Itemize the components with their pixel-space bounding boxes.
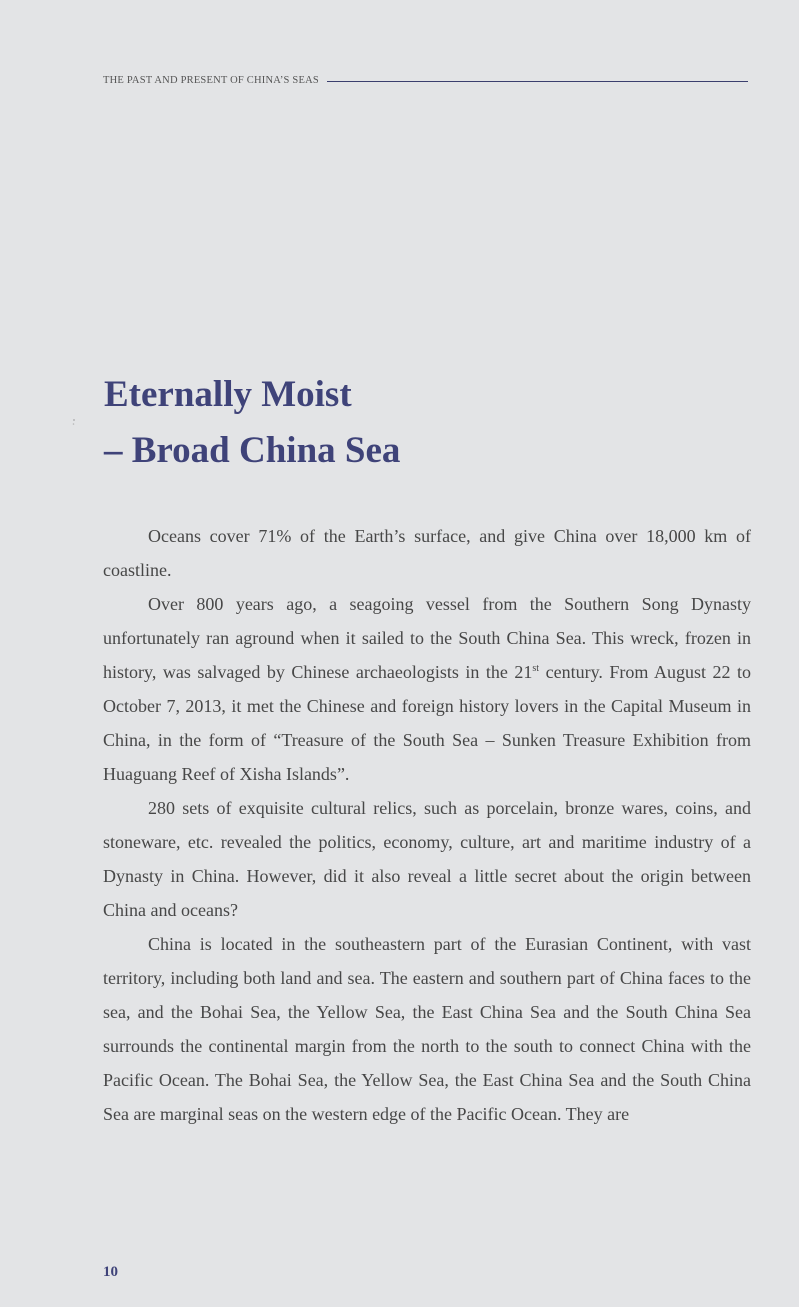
stray-mark-dots xyxy=(72,418,76,428)
body-text xyxy=(103,519,751,1131)
page-number: 10 xyxy=(103,1264,118,1280)
ordinal-superscript: st xyxy=(532,663,540,674)
paragraph-1: Oceans cover 71% of the Earth’s surface, and give China over 18,000 km of coastline. xyxy=(103,526,751,580)
chapter-title-line-2: – Broad China Sea xyxy=(104,430,401,471)
paragraph-2 xyxy=(103,587,751,791)
paragraph-2-text-a: Over 800 years ago, a seagoing vessel from the Southern Song Dynasty unfortunately ran aground when it sailed to the South China Sea. This wreck, frozen in history, was salvaged by Chinese archaeologists in the 21 xyxy=(103,594,751,682)
running-head xyxy=(103,72,748,88)
paragraph-2-text-b: century. From August 22 to October 7, 2013, it met the Chinese and foreign history lovers in the Capital Museum in China, in the form of “Treasure of the South Sea – Sunken Treasure Exhibition from Huaguang Reef of Xisha Islands”. xyxy=(103,662,751,784)
paragraph-3: 280 sets of exquisite cultural relics, such as porcelain, bronze wares, coins, and stoneware, etc. revealed the politics, economy, culture, art and maritime industry of a Dynasty in China. However, did it also reveal a little secret about the origin between China and oceans? xyxy=(103,798,751,920)
chapter-title xyxy=(104,367,400,479)
chapter-title-line-1: Eternally Moist xyxy=(104,374,352,415)
paragraph-4: China is located in the southeastern part of the Eurasian Continent, with vast territory, including both land and sea. The eastern and southern part of China faces to the sea, and the Bohai Sea, the Yellow Sea, the East China Sea and the South China Sea surrounds the continental margin from the north to the south to connect China with the Pacific Ocean. The Bohai Sea, the Yellow Sea, the East China Sea and the South China Sea are marginal seas on the western edge of the Pacific Ocean. They are xyxy=(103,934,751,1124)
running-head-rule xyxy=(327,81,748,82)
running-head-text: THE PAST AND PRESENT OF CHINA’S SEAS xyxy=(103,74,319,86)
